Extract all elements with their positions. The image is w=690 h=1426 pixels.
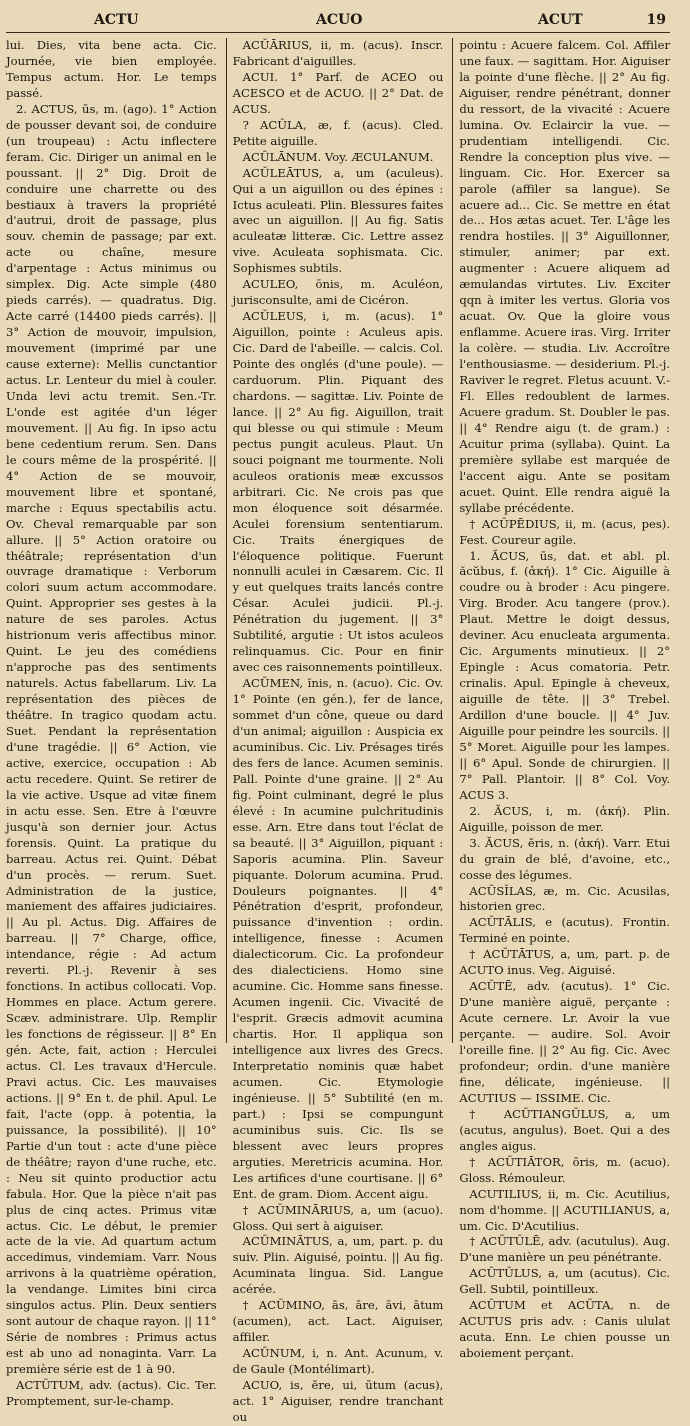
column-middle <box>226 38 444 1424</box>
dictionary-entry: † ACŪMINO, ās, āre, āvi, ātum (acumen), act. Lact. Aiguiser, affiler. <box>232 1298 444 1345</box>
dictionary-entry: 2. ĂCUS, i, m. (ἀκή). Plin. Aiguille, poisson de mer. <box>459 803 671 834</box>
dictionary-entry: ACŬĀRIUS, ii, m. (acus). Inscr. Fabricant d'aiguilles. <box>232 38 444 68</box>
dictionary-entry: 1. ĂCUS, ūs, dat. et abl. pl. ăcŭbus, f. (ἀκή). 1° Cic. Aiguille à coudre ou à broder : Acu pingere. Virg. Broder. Acu tangere (prov.). Plaut. Mettre le doigt dessus, deviner. Acu enucleata argumenta. Cic. Arguments minutieux. || 2° Epingle : Acus comatoria. Petr. crinalis. Apul. Epingle à cheveux, aiguille de tête. || 3° Trebel. Ardillon d'une boucle. || 4° Juv. Aiguille pour peindre les sourcils. || 5° Moret. Aiguille pour les lampes. || 6° Apul. Sonde de chirurgien. || 7° Pall. Plantoir. || 8° Col. Voy. ACUS 3. <box>459 548 671 802</box>
column-left <box>6 38 217 1409</box>
dictionary-entry: † ACŪMINĀRIUS, a, um (acuo). Gloss. Qui sert à aiguiser. <box>232 1202 444 1233</box>
dictionary-entry: † ACŬPĒDIUS, ii, m. (acus, pes). Fest. Coureur agile. <box>459 516 671 547</box>
dictionary-entry: ACŪTŬLUS, a, um (acutus). Cic. Gell. Subtil, pointilleux. <box>459 1266 671 1297</box>
dictionary-entry: ? ACŬLA, æ, f. (acus). Cled. Petite aiguille. <box>232 117 444 148</box>
dictionary-entry: ACŪTUM et ACŪTA, n. de ACUTUS pris adv. : Canis ululat acuta. Enn. Le chien pousse un aboiement perçant. <box>459 1298 671 1361</box>
dictionary-entry: ACŪSĬLAS, æ, m. Cic. Acusilas, historien grec. <box>459 883 671 914</box>
dictionary-entry: ACUO, is, ĕre, ui, ūtum (acus), act. 1° Aiguiser, rendre tranchant ou <box>232 1378 444 1424</box>
dictionary-entry: † ACŪTŬLĒ, adv. (acutulus). Aug. D'une manière un peu pénétrante. <box>459 1234 671 1265</box>
dictionary-entry: † ACŪTIĀTOR, ōris, m. (acuo). Gloss. Rémouleur. <box>459 1154 671 1185</box>
dictionary-entry: ACŪTĀLIS, e (acutus). Frontin. Terminé en pointe. <box>459 915 671 946</box>
dictionary-entry: ACŪLĀNUM. Voy. ÆCULANUM. <box>242 149 434 164</box>
header-center-word: ACUO <box>316 12 363 28</box>
dictionary-entry: ACŬLEĀTUS, a, um (aculeus). Qui a un aiguillon ou des épines : Ictus aculeati. Plin. Blessures faites avec un aiguillon. || Au fig. Satis aculeatæ litteræ. Cic. Lettre assez vive. Aculeata sophismata. Cic. Sophismes subtils. <box>232 165 444 276</box>
dictionary-entry: † ACŪTIANGŬLUS, a, um (acutus, angulus). Boet. Qui a des angles aigus. <box>459 1106 671 1153</box>
dictionary-entry: ACULEO, ōnis, m. Aculéon, jurisconsulte, ami de Cicéron. <box>232 277 444 308</box>
dictionary-entry: ACŪTĒ, adv. (acutus). 1° Cic. D'une manière aiguë, perçante : Acute cernere. Lr. Avoir la vue perçante. — audire. Sol. Avoir l'oreille fine. || 2° Au fig. Cic. Avec profondeur; ordin. d'une manière fine, délicate, ingénieuse. || ACUTIUS — ISSIME. Cic. <box>459 979 671 1105</box>
dictionary-entry: † ACŪTĀTUS, a, um, part. p. de ACUTO inus. Veg. Aiguisé. <box>459 947 671 978</box>
dictionary-entry: pointu : Acuere falcem. Col. Affiler une faux. — sagittam. Hor. Aiguiser la pointe d'une flèche. || 2° Au fig. Aiguiser, rendre pénétrant, donner du ressort, de la vivacité : Acuere lumina. Ov. Eclaircir la vue. — prudentiam intelligendi. Cic. Rendre la conception plus vive. — linguam. Cic. Hor. Exercer sa parole (affiler sa langue). Se acuere ad... Cic. Se mettre en état de... Hos ætas acuet. Ter. L'âge les rendra hostiles. || 3° Aiguillonner, stimuler, animer; par ext. augmenter : Acuere aliquem ad æmulandas virtutes. Liv. Exciter qqn à imiter les vertus. Gloria vos acuat. Ov. Que la gloire vous enflamme. Acuere iras. Virg. Irriter la colère. — studia. Liv. Accroître l'enthousiasme. — desiderium. Pl.-j. Raviver le regret. Fletus acuunt. V.-Fl. Elles redoublent de larmes. Acuere gradum. St. Doubler le pas. || 4° Rendre aigu (t. de gram.) : Acuitur prima (syllaba). Quint. La première syllabe est marquée de l'accent aigu. Ante se positam acuet. Quint. Elle rendra aiguë la syllabe précédente. <box>459 38 671 515</box>
dictionary-entry: ACŬLEUS, i, m. (acus). 1° Aiguillon, pointe : Aculeus apis. Cic. Dard de l'abeille. — calcis. Col. Pointe des onglés (d'une poule). — carduorum. Plin. Piquant des chardons. — sagittæ. Liv. Pointe de lance. || 2° Au fig. Aiguillon, trait qui blesse ou qui stimule : Meum pectus pungit aculeus. Plaut. Un souci poignant me tourmente. Noli aculeos orationis meæ excussos arbitrari. Cic. Ne crois pas que mon éloquence soit désarmée. Aculei forensium sententiarum. Cic. Traits énergiques de l'éloquence politique. Fuerunt nonnulli aculei in Cæsarem. Cic. Il y eut quelques traits lancés contre César. Aculei judicii. Pl.-j. Pénétration du jugement. || 3° Subtilité, argutie : Ut istos aculeos relinquamus. Cic. Pour en finir avec ces raisonnements pointilleux. <box>232 309 444 675</box>
dictionary-entry: ACUI. 1° Parf. de ACEO ou ACESCO et de ACUO. || 2° Dat. de ACUS. <box>232 69 444 116</box>
running-header <box>6 8 670 33</box>
dictionary-entry: 3. ĂCUS, ĕris, n. (ἀκή). Varr. Etui du grain de blé, d'avoine, etc., cosse des légumes. <box>459 835 671 882</box>
header-right-word: ACUT <box>538 12 583 28</box>
text-columns <box>6 38 671 1424</box>
dictionary-entry: ACŪMINĀTUS, a, um, part. p. du suiv. Plin. Aiguisé, pointu. || Au fig. Acuminata lingua. Sid. Langue acérée. <box>232 1234 444 1297</box>
dictionary-entry: 2. ACTUS, ūs, m. (ago). 1° Action de pousser devant soi, de conduire (un troupeau) : Actu inflectere feram. Cic. Diriger un animal en le poussant. || 2° Dig. Droit de conduire une charrette ou des bestiaux à travers la propriété d'autrui, droit de passage, plus souv. chemin de passage; par ext. acte ou chaîne, mesure d'arpentage : Actus minimus ou simplex. Dig. Acte simple (480 pieds carrés). — quadratus. Dig. Acte carré (14400 pieds carrés). || 3° Action de mouvoir, impulsion, mouvement (imprimé par une cause externe): Mellis cunctantior actus. Lr. Lenteur du miel à couler. Unda levi actu tremit. Sen.-Tr. L'onde est agitée d'un léger mouvement. || Au fig. In ipso actu bene cedentium rerum. Sen. Dans le cours même de la prospérité. || 4° Action de se mouvoir, mouvement libre et spontané, marche : Equus spectabilis actu. Ov. Cheval remarquable par son allure. || 5° Action oratoire ou théâtrale; représentation d'un ouvrage dramatique : Verborum colori suum actum accommodare. Quint. Approprier ses gestes à la nature de ses paroles. Actus histrionum veris affectibus minor. Quint. Le jeu des comédiens n'approche pas des sentiments naturels. Actus fabellarum. Liv. La représentation des pièces de théâtre. In tragico quodam actu. Suet. Pendant la représentation d'une tragédie. || 6° Action, vie active, exercice, occupation : Ab actu recedere. Quint. Se retirer de la vie active. Usque ad vitæ finem in actu esse. Sen. Etre à l'œuvre jusqu'à son dernier jour. Actus forensis. Quint. La pratique du barreau. Actus rei. Quint. Débat d'un procès. — rerum. Suet. Administration de la justice, maniement des affaires judiciaires. || Au pl. Actus. Dig. Affaires de barreau. || 7° Charge, office, intendance, régie : Ad actum reverti. Pl.-j. Revenir à ses fonctions. In actibus collocati. Vop. Hommes en place. Actum gerere. Scæv. administrare. Ulp. Remplir les fonctions de régisseur. || 8° En gén. Acte, fait, action : Herculei actus. Cl. Les travaux d'Hercule. Pravi actus. Cic. Les mauvaises actions. || 9° En t. de phil. Apul. Le fait, l'acte (opp. à potentia, la puissance, la possibilité). || 10° Partie d'un tout : acte d'une pièce de théâtre; rayon d'une ruche, etc. : Neu sit quinto productior actu fabula. Hor. Que la pièce n'ait pas plus de cinq actes. Primus vitæ actus. Cic. Le début, le premier acte de la vie. Ad quartum actum accedimus, vindemiam. Varr. Nous arrivons à la quatrième opération, la vendange. Limites bini circa singulos actus. Plin. Deux sentiers sont autour de chaque rayon. || 11° Série de nombres : Primus actus est ab uno ad nonaginta. Varr. La première série est de 1 à 90. <box>6 101 217 1377</box>
dictionary-entry: ACUTILIUS, ii, m. Cic. Acutilius, nom d'homme. || ACUTILIANUS, a, um. Cic. D'Acutilius. <box>459 1186 671 1233</box>
header-left-word: ACTU <box>94 12 139 28</box>
dictionary-entry: lui. Dies, vita bene acta. Cic. Journée, vie bien employée. Tempus actum. Hor. Le temps passé. <box>6 38 217 100</box>
dictionary-entry: ACŪNUM, i, n. Ant. Acunum, v. de Gaule (Montélimart). <box>232 1346 444 1377</box>
page-number: 19 <box>646 12 666 28</box>
dictionary-entry: ACTŪTUM, adv. (actus). Cic. Ter. Promptement, sur-le-champ. <box>6 1378 217 1409</box>
dictionary-entry: ACŪMEN, ĭnis, n. (acuo). Cic. Ov. 1° Pointe (en gén.), fer de lance, sommet d'un cône, queue ou dard d'un animal; aiguillon : Auspicia ex acuminibus. Cic. Liv. Présages tirés des fers de lance. Acumen seminis. Pall. Pointe d'une graine. || 2° Au fig. Point culminant, degré le plus élevé : In acumine pulchritudinis esse. Arn. Etre dans tout l'éclat de sa beauté. || 3° Aiguillon, piquant : Saporis acumina. Plin. Saveur piquante. Dolorum acumina. Prud. Douleurs poignantes. || 4° Pénétration d'esprit, profondeur, puissance d'invention : ordin. intelligence, finesse : Acumen dialecticorum. Cic. La profondeur des dialecticiens. Homo sine acumine. Cic. Homme sans finesse. Acumen ingenii. Cic. Vivacité de l'esprit. Græcis admovit acumina chartis. Hor. Il appliqua son intelligence aux livres des Grecs. Interpretatio nominis quæ habet acumen. Cic. Etymologie ingénieuse. || 5° Subtilité (en m. part.) : Ipsi se compungunt acuminibus suis. Cic. Ils se blessent avec leurs propres arguties. Meretricis acumina. Hor. Les artifices d'une courtisane. || 6° Ent. de gram. Diom. Accent aigu. <box>232 676 444 1201</box>
column-right <box>452 38 671 1361</box>
